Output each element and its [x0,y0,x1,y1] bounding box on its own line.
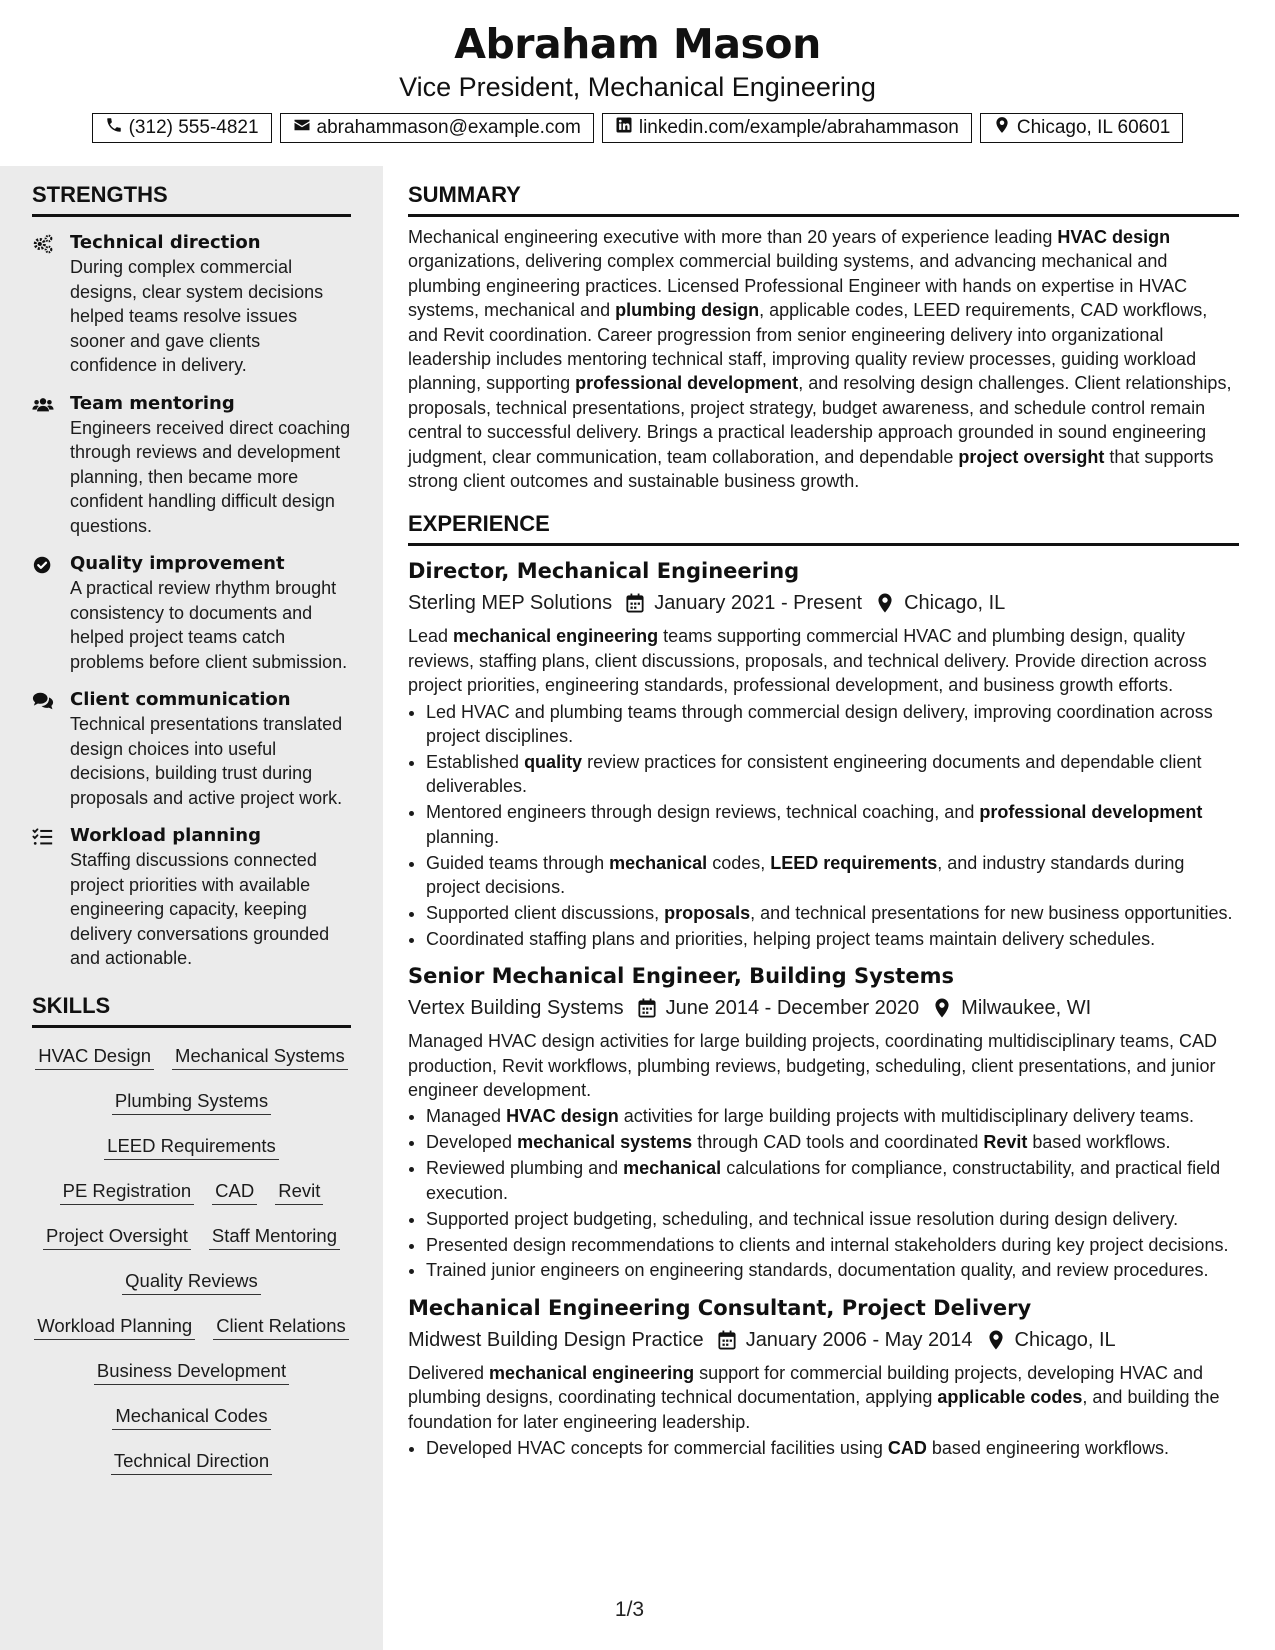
job-bullet: • Developed mechanical systems through CAD tools and coordinated Revit based workflows. [426,1130,1239,1154]
strength-description: Staffing discussions connected project priorities with available engineering capacity, keeping delivery conversations grounded and actionable. [70,850,330,968]
skill-row [32,1222,351,1267]
map-pin-icon [993,116,1011,140]
job-bullet: • Trained junior engineers on engineering standards, documentation quality, and review procedures. [426,1258,1239,1282]
job-dates: January 2021 - Present [654,592,863,615]
check-circle-icon [32,552,70,674]
strength-description: During complex commercial designs, clear system decisions helped teams resolve issues sooner and gave clients confidence in delivery. [70,257,324,375]
skill-row [32,1447,351,1492]
job-location: Milwaukee, WI [961,997,1092,1020]
map-pin-icon [987,1330,1005,1350]
job-entry [408,1293,1239,1461]
sidebar [0,166,383,1650]
strength-title: Workload planning [70,825,261,846]
main-content [408,182,1239,1462]
job-title: Mechanical Engineering Consultant, Project Delivery [408,1295,1032,1320]
skill-tag: Revit [275,1177,323,1205]
job-bullet: • Established quality review practices for consistent engineering documents and dependable client deliverables. [426,750,1239,799]
job-title: Director, Mechanical Engineering [408,559,800,584]
skill-tag: PE Registration [60,1177,195,1205]
skill-tag: Plumbing Systems [112,1087,271,1115]
skill-tag: LEED Requirements [104,1132,279,1160]
job-entry [408,961,1239,1283]
strengths-heading: STRENGTHS [32,182,351,217]
contact-linkedin-text: linkedin.com/example/abrahammason [638,117,959,138]
job-location: Chicago, IL [1014,1328,1116,1351]
skill-tag: Business Development [94,1357,289,1385]
envelope-icon [293,116,311,140]
job-dates: June 2014 - December 2020 [665,997,920,1020]
resume-header [0,0,1275,166]
skill-tag: Mechanical Systems [172,1042,348,1070]
strength-title: Quality improvement [70,553,285,574]
comments-icon [32,688,70,810]
skill-row [32,1087,351,1132]
candidate-headline: Vice President, Mechanical Engineering [399,72,876,102]
map-pin-icon [876,593,894,613]
skill-tag: Client Relations [213,1312,349,1340]
skill-row [32,1132,351,1177]
job-meta [408,1325,1239,1355]
skill-tag: Staff Mentoring [209,1222,340,1250]
strength-title: Client communication [70,689,291,710]
job-bullet: • Coordinated staffing plans and priorities, helping project teams maintain delivery schedules. [426,927,1239,951]
map-pin-icon [933,998,951,1018]
job-bullet: • Reviewed plumbing and mechanical calculations for compliance, constructability, and practical field execution. [426,1156,1239,1205]
strength-item [32,688,351,810]
calendar-icon [638,998,656,1018]
skill-row [32,1402,351,1447]
contact-linkedin[interactable] [602,113,972,143]
contact-email-text: abrahammason@example.com [316,117,581,138]
skill-tag: HVAC Design [35,1042,154,1070]
strength-description: Engineers received direct coaching through reviews and development planning, then became more confident handling difficult design questions. [70,417,351,536]
skills-list [32,1042,351,1492]
strength-description: Technical presentations translated design choices into useful decisions, building trust during proposals and active project work. [70,714,343,808]
company-name: Midwest Building Design Practice [408,1328,704,1351]
company-name: Sterling MEP Solutions [408,592,613,615]
skill-tag: Workload Planning [34,1312,195,1340]
job-bullet: • Presented design recommendations to clients and internal stakeholders during key project decisions. [426,1233,1239,1257]
page-number [0,1598,1275,1622]
job-bullets [408,1104,1239,1282]
skill-tag: Project Oversight [43,1222,191,1250]
strength-item [32,824,351,971]
contact-phone [92,113,272,143]
skill-tag: Mechanical Codes [112,1402,270,1430]
calendar-icon [718,1330,736,1350]
job-location: Chicago, IL [904,592,1006,615]
strength-item [32,392,351,539]
job-bullet: • Managed HVAC design activities for large building projects with multidisciplinary delivery teams. [426,1104,1239,1128]
job-bullet: • Led HVAC and plumbing teams through commercial design delivery, improving coordination across project disciplines. [426,700,1239,749]
job-bullets [408,700,1239,952]
strength-item [32,231,351,378]
phone-icon [105,116,123,140]
contact-bar [0,113,1275,143]
strength-description: A practical review rhythm brought consistency to documents and helped project teams catch problems before client submission. [70,578,348,672]
skill-row [32,1267,351,1312]
job-entry [408,556,1239,951]
job-bullet: • Guided teams through mechanical codes, LEED requirements, and industry standards during project decisions. [426,851,1239,900]
contact-phone-text: (312) 555-4821 [128,117,259,138]
summary-heading: SUMMARY [408,182,1239,217]
list-check-icon [32,824,70,971]
contact-email[interactable] [280,113,594,143]
gears-icon [32,231,70,378]
job-description: Managed HVAC design activities for large building projects, coordinating multidisciplinary teams, CAD production, Revit workflows, plumbing reviews, budgeting, scheduling, client presentations, and junior engineer development. [408,1031,1218,1101]
job-title: Senior Mechanical Engineer, Building Systems [408,964,954,989]
job-description: Delivered mechanical engineering support for commercial building projects, developing HVAC and plumbing designs, coordinating technical documentation, applying applicable codes, and building the foundation for later engineering leadership. [408,1362,1220,1432]
linkedin-icon [615,116,633,140]
contact-location-text: Chicago, IL 60601 [1016,117,1171,138]
skill-tag: Technical Direction [111,1447,272,1475]
calendar-icon [626,593,644,613]
skills-heading: SKILLS [32,993,351,1028]
contact-location [980,113,1184,143]
strength-title: Technical direction [70,232,261,253]
job-description: Lead mechanical engineering teams supporting commercial HVAC and plumbing design, quality reviews, staffing plans, client discussions, proposals, and technical delivery. Provide direction across project priorities, engineering standards, professional development, and business growth efforts. [408,626,1207,696]
strength-item [32,552,351,674]
job-bullet: • Supported client discussions, proposals, and technical presentations for new business opportunities. [426,901,1239,925]
skill-row [32,1357,351,1402]
job-meta [408,993,1239,1023]
users-icon [32,392,70,539]
skill-row [32,1042,351,1087]
summary-text: Mechanical engineering executive with more than 20 years of experience leading HVAC design organizations, delivering complex commercial building systems, and advancing mechanical and plumbing engineering practices. Licensed Professional Engineer with hands on expertise in HVAC systems, mechanical and plumbing design, applicable codes, LEED requirements, CAD workflows, and Revit coordination. Career progression from senior engineering delivery into organizational leadership includes mentoring technical staff, improving quality review processes, guiding workload planning, supporting professional development, and resolving design challenges. Client relationships, proposals, technical presentations, project strategy, budget awareness, and schedule control remain central to successful delivery. Brings a practical leadership approach grounded in sound engineering judgment, clear communication, team collaboration, and dependable project oversight that supports strong client outcomes and sustainable business growth. [408,227,1232,492]
experience-list [408,556,1239,1460]
page-number-text: 1/3 [614,1598,645,1621]
candidate-name: Abraham Mason [454,20,821,68]
strength-title: Team mentoring [70,392,235,414]
job-bullets [408,1436,1239,1460]
skill-row [32,1312,351,1357]
skill-row [32,1177,351,1222]
skill-tag: CAD [212,1177,257,1205]
job-meta [408,588,1239,618]
job-bullet: • Developed HVAC concepts for commercial facilities using CAD based engineering workflows. [426,1436,1239,1460]
company-name: Vertex Building Systems [408,997,624,1020]
job-dates: January 2006 - May 2014 [745,1328,973,1351]
experience-heading: EXPERIENCE [408,511,1239,546]
skill-tag: Quality Reviews [122,1267,261,1295]
job-bullet: • Supported project budgeting, scheduling, and technical issue resolution during design delivery. [426,1207,1239,1231]
job-bullet: • Mentored engineers through design reviews, technical coaching, and professional development planning. [426,800,1239,849]
